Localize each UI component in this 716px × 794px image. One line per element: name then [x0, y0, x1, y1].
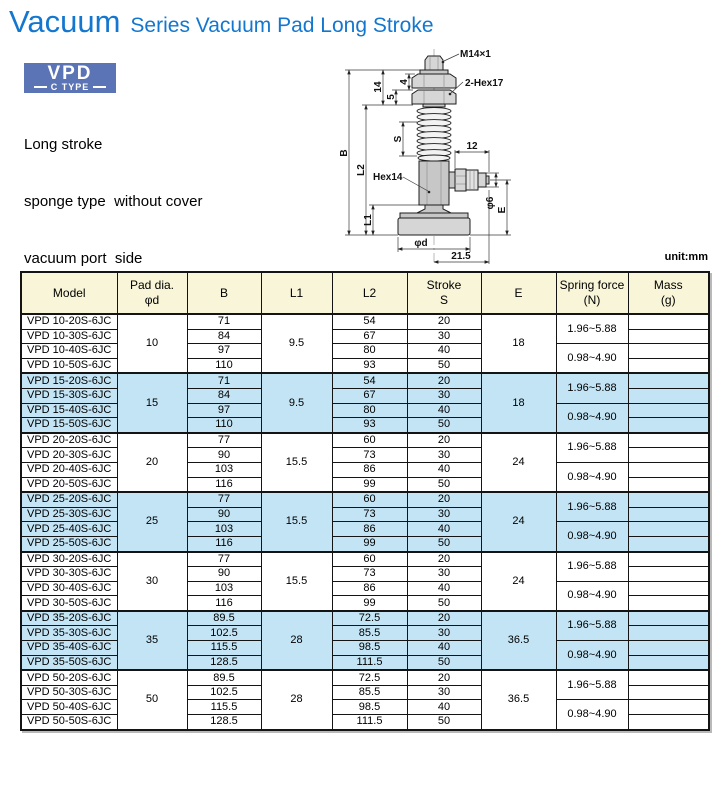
cell-mass	[628, 388, 709, 403]
cell-e: 24	[481, 492, 556, 551]
cell-l2: 54	[332, 314, 407, 329]
cell-b: 97	[187, 403, 261, 418]
cell-mass	[628, 626, 709, 641]
cell-pad-dia: 20	[117, 433, 187, 492]
cell-stroke: 30	[407, 626, 481, 641]
cell-model: VPD 10-50S-6JC	[21, 358, 117, 373]
cell-stroke: 50	[407, 596, 481, 611]
cell-mass	[628, 373, 709, 388]
cell-stroke: 20	[407, 611, 481, 626]
table-row	[21, 492, 709, 507]
cell-b: 110	[187, 358, 261, 373]
description-line: Long stroke	[24, 136, 103, 153]
cell-model: VPD 20-20S-6JC	[21, 433, 117, 448]
badge-model-code: VPD	[47, 62, 93, 84]
cell-spring-force: 0.98~4.90	[556, 344, 628, 374]
cell-mass	[628, 581, 709, 596]
cell-mass	[628, 670, 709, 685]
cell-b: 116	[187, 477, 261, 492]
cell-pad-dia: 30	[117, 552, 187, 611]
cell-stroke: 40	[407, 462, 481, 477]
cell-e: 18	[481, 373, 556, 432]
cell-b: 110	[187, 418, 261, 433]
cell-b: 115.5	[187, 700, 261, 715]
cell-model: VPD 20-50S-6JC	[21, 477, 117, 492]
cell-model: VPD 50-40S-6JC	[21, 700, 117, 715]
spec-table-body	[21, 314, 709, 730]
cell-mass	[628, 700, 709, 715]
cell-mass	[628, 611, 709, 626]
cell-model: VPD 30-50S-6JC	[21, 596, 117, 611]
cell-b: 77	[187, 433, 261, 448]
cell-l1: 9.5	[261, 314, 332, 373]
cell-l2: 98.5	[332, 700, 407, 715]
cell-stroke: 50	[407, 358, 481, 373]
cell-stroke: 40	[407, 641, 481, 656]
cell-b: 89.5	[187, 670, 261, 685]
cell-mass	[628, 403, 709, 418]
col-header-pad-dia: Pad dia. φd	[117, 272, 187, 314]
cell-stroke: 30	[407, 567, 481, 582]
label-dim-b: B	[339, 149, 350, 157]
cell-b: 77	[187, 552, 261, 567]
cell-l1: 28	[261, 611, 332, 670]
cell-stroke: 50	[407, 477, 481, 492]
cell-b: 89.5	[187, 611, 261, 626]
label-hex-body: Hex14	[373, 172, 403, 183]
description-line: vacuum port side	[24, 250, 143, 267]
cell-b: 102.5	[187, 685, 261, 700]
cell-spring-force: 0.98~4.90	[556, 581, 628, 611]
cell-model: VPD 20-30S-6JC	[21, 448, 117, 463]
cell-l2: 67	[332, 329, 407, 344]
cell-mass	[628, 358, 709, 373]
cell-spring-force: 0.98~4.90	[556, 641, 628, 671]
cell-stroke: 20	[407, 373, 481, 388]
cell-b: 128.5	[187, 655, 261, 670]
cell-l2: 85.5	[332, 685, 407, 700]
cell-mass	[628, 462, 709, 477]
cell-model: VPD 50-20S-6JC	[21, 670, 117, 685]
cell-l1: 15.5	[261, 552, 332, 611]
cell-b: 77	[187, 492, 261, 507]
page-title	[9, 4, 434, 40]
cell-stroke: 30	[407, 507, 481, 522]
cell-model: VPD 50-30S-6JC	[21, 685, 117, 700]
cell-b: 102.5	[187, 626, 261, 641]
cell-model: VPD 25-50S-6JC	[21, 536, 117, 551]
label-dim-phid: φd	[414, 238, 428, 249]
unit-note: unit:mm	[664, 251, 708, 263]
technical-drawing	[333, 40, 573, 270]
cell-l2: 72.5	[332, 611, 407, 626]
cell-b: 71	[187, 373, 261, 388]
cell-model: VPD 15-20S-6JC	[21, 373, 117, 388]
cell-pad-dia: 35	[117, 611, 187, 670]
cell-model: VPD 30-20S-6JC	[21, 552, 117, 567]
spec-table-head	[21, 272, 709, 314]
cell-mass	[628, 344, 709, 359]
spec-table-header-row	[21, 272, 709, 314]
cell-model: VPD 25-30S-6JC	[21, 507, 117, 522]
cell-mass	[628, 536, 709, 551]
cell-model: VPD 35-50S-6JC	[21, 655, 117, 670]
cell-l2: 86	[332, 581, 407, 596]
cell-spring-force: 0.98~4.90	[556, 403, 628, 433]
cell-l2: 99	[332, 596, 407, 611]
label-thread-spec: M14×1	[460, 49, 491, 60]
badge-type-label	[24, 82, 116, 92]
cell-mass	[628, 522, 709, 537]
cell-b: 84	[187, 329, 261, 344]
cell-l2: 86	[332, 462, 407, 477]
cell-spring-force: 0.98~4.90	[556, 522, 628, 552]
cell-stroke: 50	[407, 418, 481, 433]
cell-mass	[628, 314, 709, 329]
cell-b: 90	[187, 507, 261, 522]
cell-stroke: 20	[407, 670, 481, 685]
cell-l2: 86	[332, 522, 407, 537]
badge-rule-right	[93, 86, 106, 88]
cell-mass	[628, 596, 709, 611]
cell-stroke: 40	[407, 403, 481, 418]
cell-model: VPD 25-20S-6JC	[21, 492, 117, 507]
cell-model: VPD 30-30S-6JC	[21, 567, 117, 582]
spec-table	[20, 271, 710, 731]
cell-spring-force: 1.96~5.88	[556, 552, 628, 582]
cell-b: 128.5	[187, 715, 261, 730]
label-dim-5: 5	[386, 94, 397, 100]
cell-stroke: 40	[407, 344, 481, 359]
cell-spring-force: 1.96~5.88	[556, 670, 628, 700]
label-dim-l1: L1	[363, 214, 374, 226]
cell-l2: 60	[332, 433, 407, 448]
cell-b: 115.5	[187, 641, 261, 656]
cell-b: 103	[187, 462, 261, 477]
cell-b: 97	[187, 344, 261, 359]
cell-stroke: 50	[407, 536, 481, 551]
cell-stroke: 20	[407, 314, 481, 329]
cell-l2: 99	[332, 536, 407, 551]
cell-stroke: 40	[407, 581, 481, 596]
cell-model: VPD 15-40S-6JC	[21, 403, 117, 418]
cell-l2: 93	[332, 418, 407, 433]
cell-l2: 73	[332, 567, 407, 582]
cell-l2: 98.5	[332, 641, 407, 656]
cell-model: VPD 35-20S-6JC	[21, 611, 117, 626]
cell-l2: 67	[332, 388, 407, 403]
label-dim-12: 12	[466, 141, 478, 152]
cell-l2: 80	[332, 403, 407, 418]
badge-type-text: C TYPE	[50, 81, 90, 92]
cell-mass	[628, 492, 709, 507]
cell-model: VPD 35-40S-6JC	[21, 641, 117, 656]
cell-stroke: 20	[407, 492, 481, 507]
cell-pad-dia: 50	[117, 670, 187, 729]
cell-mass	[628, 641, 709, 656]
push-in-fitting	[449, 169, 489, 191]
col-header-l2: L2	[332, 272, 407, 314]
cell-mass	[628, 655, 709, 670]
cell-stroke: 40	[407, 522, 481, 537]
cell-l1: 15.5	[261, 492, 332, 551]
label-dim-s: S	[393, 135, 404, 143]
cell-mass	[628, 418, 709, 433]
cell-e: 24	[481, 552, 556, 611]
label-dim-e: E	[497, 206, 508, 214]
cell-b: 84	[187, 388, 261, 403]
cell-stroke: 30	[407, 329, 481, 344]
label-dim-215: 21.5	[451, 251, 471, 262]
cell-pad-dia: 25	[117, 492, 187, 551]
cell-b: 90	[187, 448, 261, 463]
label-dim-l2: L2	[356, 164, 367, 176]
cell-stroke: 40	[407, 700, 481, 715]
cell-stroke: 30	[407, 388, 481, 403]
cell-spring-force: 1.96~5.88	[556, 492, 628, 522]
cell-l1: 15.5	[261, 433, 332, 492]
cell-mass	[628, 477, 709, 492]
cell-spring-force: 1.96~5.88	[556, 611, 628, 641]
table-row	[21, 314, 709, 329]
table-row	[21, 611, 709, 626]
cell-mass	[628, 552, 709, 567]
col-header-mass: Mass (g)	[628, 272, 709, 314]
cell-spring-force: 1.96~5.88	[556, 373, 628, 403]
cell-model: VPD 10-30S-6JC	[21, 329, 117, 344]
label-nut-spec: 2-Hex17	[465, 78, 504, 89]
cell-b: 116	[187, 596, 261, 611]
cell-mass	[628, 685, 709, 700]
cell-l2: 111.5	[332, 715, 407, 730]
cell-stroke: 20	[407, 433, 481, 448]
badge-rule-left	[34, 86, 47, 88]
cell-model: VPD 35-30S-6JC	[21, 626, 117, 641]
cell-l2: 111.5	[332, 655, 407, 670]
cell-e: 18	[481, 314, 556, 373]
table-row	[21, 552, 709, 567]
cell-spring-force: 1.96~5.88	[556, 433, 628, 463]
cell-b: 71	[187, 314, 261, 329]
cell-model: VPD 10-20S-6JC	[21, 314, 117, 329]
cell-l2: 99	[332, 477, 407, 492]
cell-e: 36.5	[481, 670, 556, 729]
cell-spring-force: 1.96~5.88	[556, 314, 628, 344]
cell-pad-dia: 10	[117, 314, 187, 373]
cell-l2: 80	[332, 344, 407, 359]
col-header-l1: L1	[261, 272, 332, 314]
cell-mass	[628, 715, 709, 730]
cell-l2: 93	[332, 358, 407, 373]
cell-e: 24	[481, 433, 556, 492]
cell-model: VPD 25-40S-6JC	[21, 522, 117, 537]
description-line: sponge type without cover	[24, 193, 203, 210]
cell-model: VPD 15-50S-6JC	[21, 418, 117, 433]
nut-stack	[412, 56, 456, 104]
cell-l1: 28	[261, 670, 332, 729]
cell-mass	[628, 433, 709, 448]
cell-l2: 73	[332, 448, 407, 463]
cell-mass	[628, 448, 709, 463]
cell-l1: 9.5	[261, 373, 332, 432]
cell-spring-force: 0.98~4.90	[556, 462, 628, 492]
cell-b: 103	[187, 522, 261, 537]
cell-pad-dia: 15	[117, 373, 187, 432]
table-row	[21, 373, 709, 388]
label-dim-4: 4	[399, 79, 410, 85]
cell-stroke: 20	[407, 552, 481, 567]
cell-e: 36.5	[481, 611, 556, 670]
label-dim-14: 14	[373, 81, 384, 93]
cell-model: VPD 50-50S-6JC	[21, 715, 117, 730]
cell-l2: 85.5	[332, 626, 407, 641]
cell-mass	[628, 329, 709, 344]
label-dim-phi6: φ6	[485, 196, 496, 210]
cell-b: 90	[187, 567, 261, 582]
col-header-stroke: Stroke S	[407, 272, 481, 314]
col-header-spring-force: Spring force (N)	[556, 272, 628, 314]
series-subtitle: Series Vacuum Pad Long Stroke	[130, 14, 434, 37]
table-row	[21, 670, 709, 685]
hex-body	[419, 161, 449, 205]
cell-mass	[628, 507, 709, 522]
series-badge	[24, 63, 116, 93]
cell-l2: 60	[332, 552, 407, 567]
cell-model: VPD 10-40S-6JC	[21, 344, 117, 359]
col-header-b: B	[187, 272, 261, 314]
suction-pad	[398, 205, 470, 235]
spring-coil	[417, 104, 451, 161]
cell-model: VPD 15-30S-6JC	[21, 388, 117, 403]
product-description	[24, 97, 202, 287]
cell-stroke: 30	[407, 685, 481, 700]
cell-spring-force: 0.98~4.90	[556, 700, 628, 730]
cell-mass	[628, 567, 709, 582]
col-header-model: Model	[21, 272, 117, 314]
col-header-e: E	[481, 272, 556, 314]
cell-stroke: 50	[407, 655, 481, 670]
series-name: Vacuum	[9, 4, 121, 39]
cell-l2: 60	[332, 492, 407, 507]
cell-b: 116	[187, 536, 261, 551]
table-row	[21, 433, 709, 448]
cell-stroke: 30	[407, 448, 481, 463]
cell-b: 103	[187, 581, 261, 596]
cell-l2: 72.5	[332, 670, 407, 685]
cell-l2: 54	[332, 373, 407, 388]
cell-model: VPD 20-40S-6JC	[21, 462, 117, 477]
cell-model: VPD 30-40S-6JC	[21, 581, 117, 596]
cell-stroke: 50	[407, 715, 481, 730]
cell-l2: 73	[332, 507, 407, 522]
